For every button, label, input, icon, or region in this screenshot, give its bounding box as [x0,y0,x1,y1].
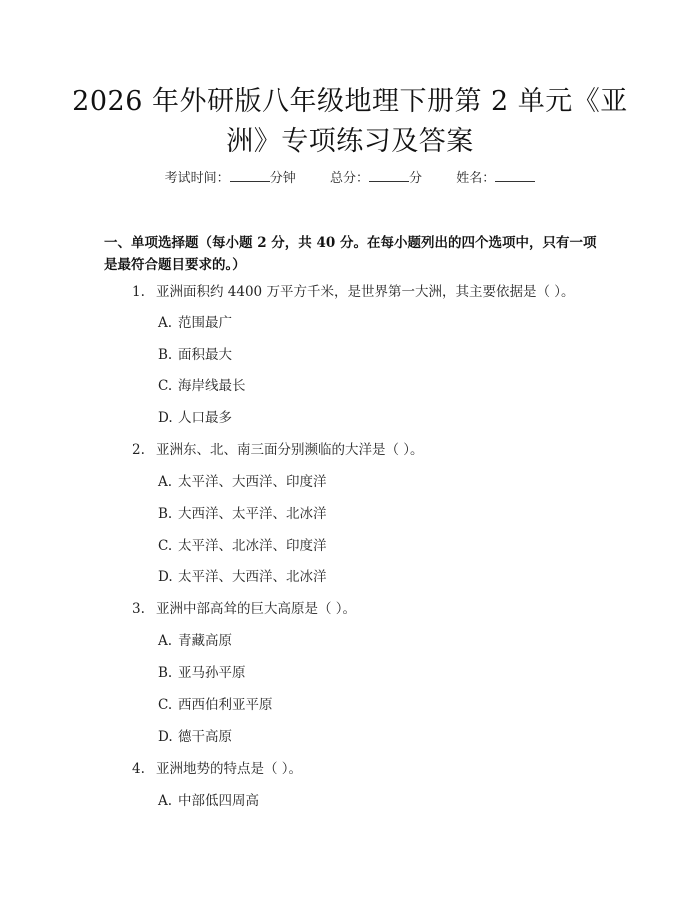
option-letter: D. [158,410,173,426]
option-letter: C. [158,378,173,394]
question-2-option-a [158,473,327,491]
question-3-option-c [158,696,273,714]
question-1-option-a [158,314,232,332]
question-1-option-b [158,346,232,364]
option-text: 面积最大 [178,347,232,363]
option-letter: D. [158,569,173,585]
name-field [456,169,535,188]
question-2-option-c [158,537,327,555]
option-text: 亚马孙平原 [178,665,246,681]
option-text: 范围最广 [178,315,232,331]
question-3-option-b [158,664,246,682]
question-1-option-c [158,377,246,395]
option-text: 大西洋、太平洋、北冰洋 [178,506,327,522]
option-letter: D. [158,729,173,745]
name-label: 姓名： [456,171,496,186]
question-3 [132,600,356,618]
option-text: 海岸线最长 [178,378,246,394]
question-number: 1. [132,284,145,300]
score-blank [369,169,409,182]
time-field [165,169,296,188]
exam-meta [0,169,700,188]
question-1 [132,283,574,301]
option-text: 太平洋、北冰洋、印度洋 [178,538,327,554]
option-letter: C. [158,538,173,554]
option-text: 德干高原 [178,729,232,745]
option-letter: B. [158,506,173,522]
question-number: 3. [132,601,145,617]
question-text: 亚洲地势的特点是（ ）。 [156,761,303,777]
section-title: 一、单项选择题（每小题 2 分，共 40 分。在每小题列出的四个选项中，只有一项是最符合题目要求的。） [104,235,597,273]
time-blank [230,169,270,182]
question-2-option-b [158,505,327,523]
title-line-2: 洲》专项练习及答案 [226,126,474,157]
option-letter: A. [158,633,173,649]
time-unit: 分钟 [269,171,296,186]
option-letter: A. [158,315,173,331]
option-letter: B. [158,347,173,363]
option-text: 中部低四周高 [178,793,259,809]
name-blank [495,169,535,182]
question-text: 亚洲中部高耸的巨大高原是（ ）。 [156,601,357,617]
document-title [70,82,630,162]
question-text: 亚洲面积约 4400 万平方千米，是世界第一大洲，其主要依据是（ ）。 [156,284,575,300]
question-number: 4. [132,761,145,777]
option-letter: C. [158,697,173,713]
option-text: 青藏高原 [178,633,232,649]
option-letter: A. [158,474,173,490]
question-2 [132,441,424,459]
question-4-option-a [158,792,259,810]
score-field [330,169,422,188]
title-line-1: 2026 年外研版八年级地理下册第 2 单元《亚 [72,86,628,117]
time-label: 考试时间： [164,171,230,186]
question-text: 亚洲东、北、南三面分别濒临的大洋是（ ）。 [156,442,424,458]
option-text: 太平洋、大西洋、北冰洋 [178,569,327,585]
question-1-option-d [158,409,232,427]
option-text: 人口最多 [178,410,232,426]
score-label: 总分： [329,171,369,186]
question-3-option-d [158,728,232,746]
option-text: 西西伯利亚平原 [178,697,273,713]
question-number: 2. [132,442,145,458]
question-3-option-a [158,632,232,650]
question-2-option-d [158,568,327,586]
option-text: 太平洋、大西洋、印度洋 [178,474,327,490]
question-4 [132,760,302,778]
score-unit: 分 [409,171,423,186]
option-letter: B. [158,665,173,681]
option-letter: A. [158,793,173,809]
